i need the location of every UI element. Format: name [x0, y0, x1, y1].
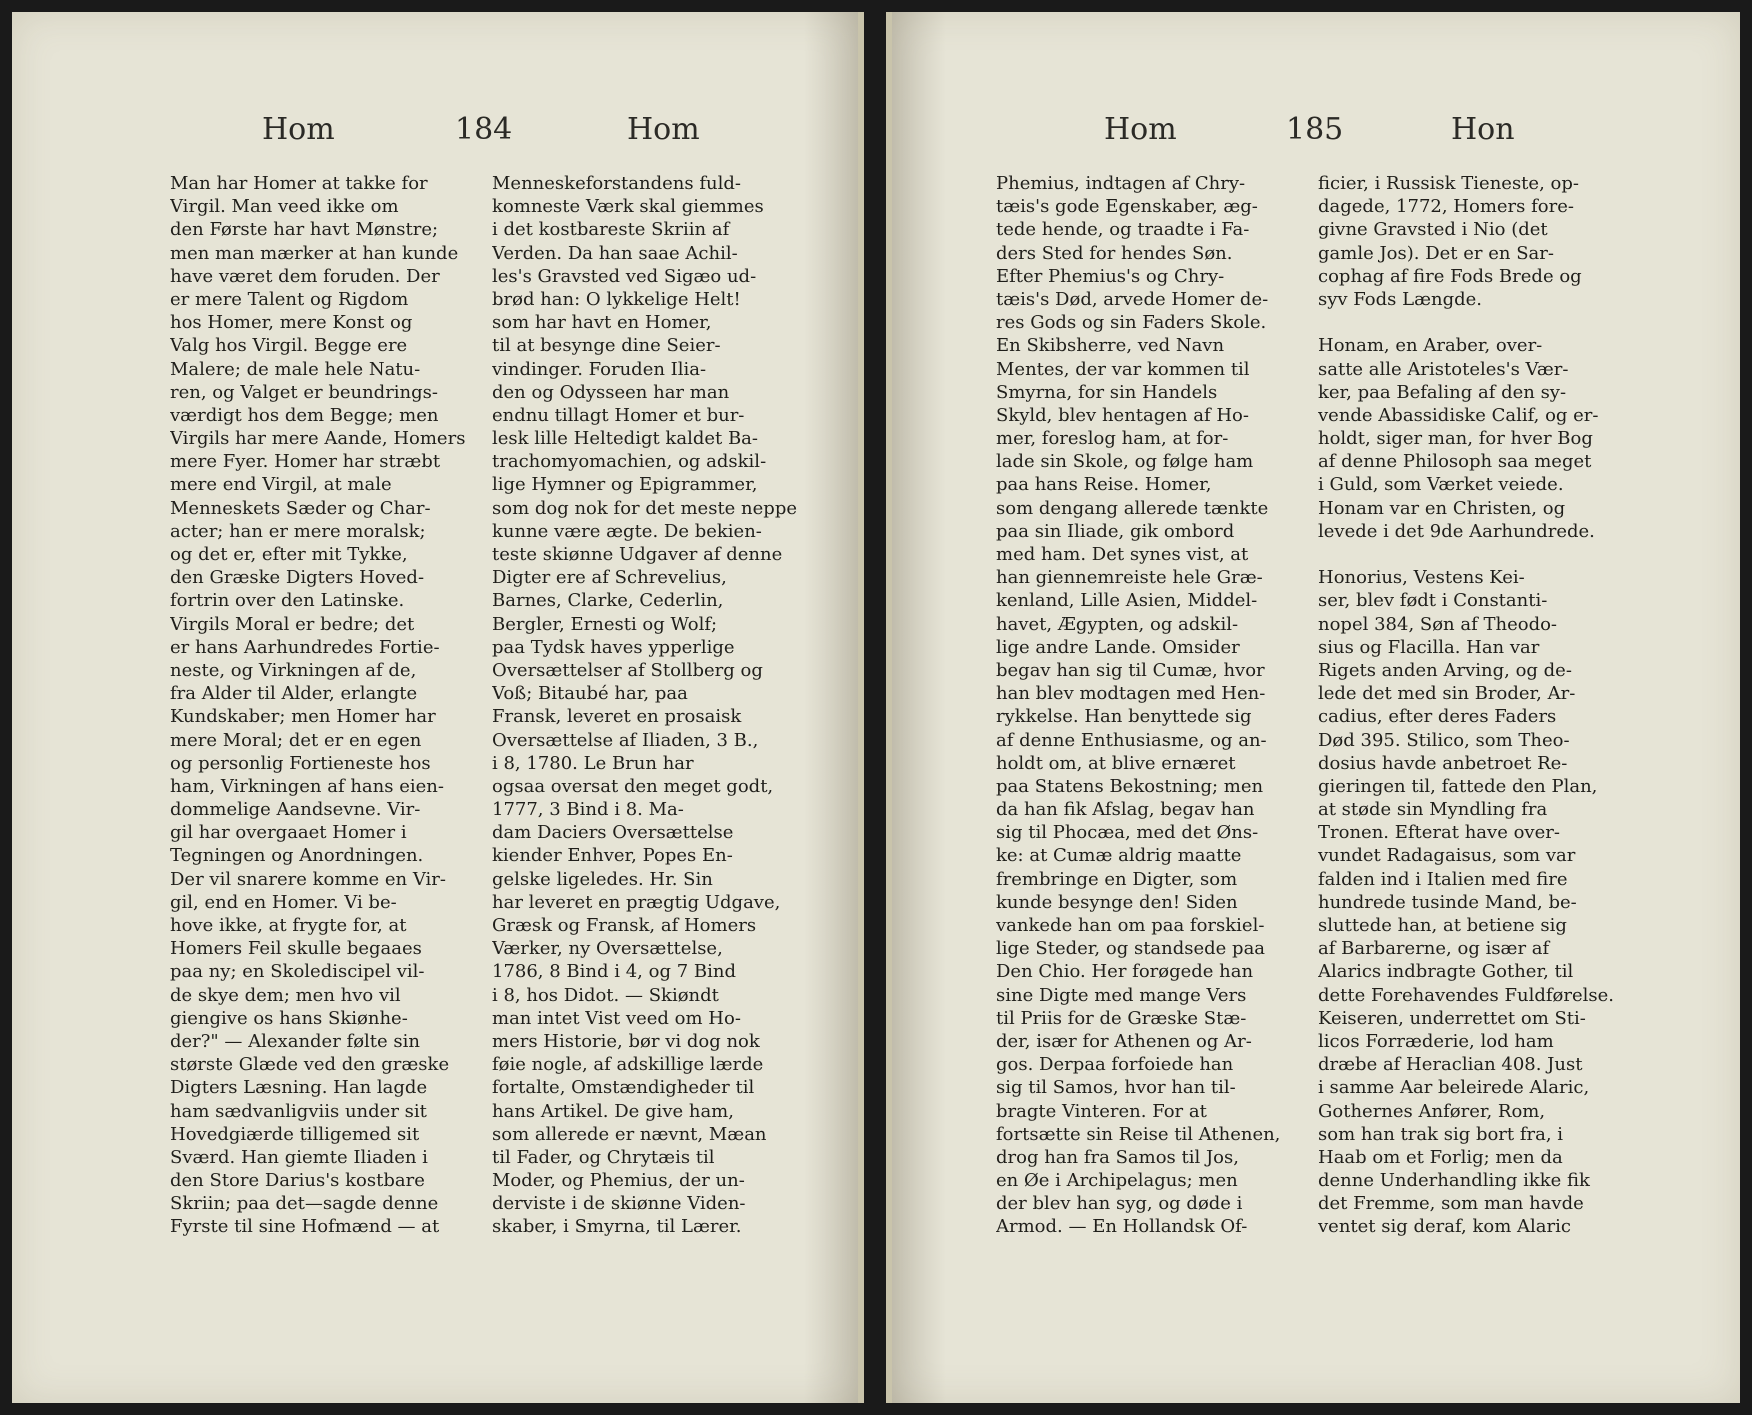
text-line: En Skibsherre, ved Navn [996, 335, 1225, 357]
text-line: Skyld, blev hentagen af Ho- [996, 404, 1249, 426]
text-line: Virgil. Man veed ikke om [170, 196, 399, 218]
text-line: vindinger. Foruden Ilia- [492, 358, 707, 380]
text-line: han blev modtagen med Hen- [996, 683, 1266, 705]
text-line: en Øe i Archipelagus; men [996, 1170, 1238, 1192]
left-page-column-1 [170, 172, 470, 1239]
text-line: satte alle Aristoteles's Vær- [1318, 358, 1569, 380]
text-line: føie nogle, af adskillige lærde [492, 1054, 764, 1076]
left-header-keyword-right: Hom [627, 112, 700, 147]
text-line: Honorius, Vestens Kei- [1318, 567, 1525, 589]
text-line: paa sin Iliade, gik ombord [996, 520, 1235, 542]
text-line: paa hans Reise. Homer, [996, 474, 1212, 496]
text-line: 1786, 8 Bind i 4, og 7 Bind [492, 961, 736, 983]
text-line: mer, foreslog ham, at for- [996, 428, 1229, 450]
text-line: sius og Flacilla. Han var [1318, 636, 1540, 658]
text-line: dam Daciers Oversættelse [492, 822, 734, 844]
text-line: sine Digte med mange Vers [996, 984, 1247, 1006]
text-line: cadius, efter deres Faders [1318, 706, 1557, 728]
text-line: kiender Enhver, Popes En- [492, 845, 733, 867]
text-line: kenland, Lille Asien, Middel- [996, 590, 1258, 612]
text-line: hove ikke, at frygte for, at [170, 915, 407, 936]
text-line: Kundskaber; men Homer har [170, 706, 436, 728]
text-line: Honam var en Christen, og [1318, 497, 1566, 519]
text-line: fortalte, Omstændigheder til [492, 1077, 755, 1099]
text-line: trachomyomachien, og adskil- [492, 451, 767, 473]
right-page-edge [886, 12, 892, 1403]
text-line: dette Forehavendes Fuldførelse. [1318, 984, 1614, 1006]
text-line: tede hende, og traadte i Fa- [996, 219, 1250, 241]
text-line: dommelige Aandsevne. Vir- [170, 799, 421, 821]
text-line: frembringe en Digter, som [996, 868, 1238, 890]
text-line: holdt om, at blive ernæret [996, 752, 1236, 774]
text-line: Honam, en Araber, over- [1318, 335, 1543, 357]
text-line: paa Tydsk haves ypperlige [492, 636, 735, 658]
text-line: til at besynge dine Seier- [492, 335, 721, 357]
right-gutter-shadow [886, 12, 946, 1403]
text-line: som allerede er nævnt, Mæan [492, 1123, 767, 1145]
text-line: res Gods og sin Faders Skole. [996, 312, 1267, 334]
text-line: men man mærker at han kunde [170, 242, 459, 264]
text-line: gelske ligeledes. Hr. Sin [492, 868, 713, 890]
text-line: og det er, efter mit Tykke, [170, 544, 408, 565]
text-line: havet, Ægypten, og adskil- [996, 613, 1239, 635]
text-line: sig til Samos, hvor han til- [996, 1077, 1236, 1099]
text-line: i det kostbareste Skriin af [492, 219, 730, 241]
text-line: han giennemreiste hele Græ- [996, 567, 1263, 589]
text-line: Homers Feil skulle begaaes [170, 938, 422, 960]
paragraph-gap [1318, 543, 1628, 566]
text-line: levede i det 9de Aarhundrede. [1318, 520, 1595, 542]
text-line: ke: at Cumæ aldrig maatte [996, 845, 1242, 867]
text-line: paa ny; en Skolediscipel vil- [170, 961, 425, 983]
text-line: giengive os hans Skiønhe- [170, 1007, 408, 1029]
text-line: i 8, 1780. Le Brun har [492, 752, 694, 774]
text-line: i 8, hos Didot. — Skiøndt [492, 984, 719, 1006]
text-line: tæis's gode Egenskaber, æg- [996, 196, 1258, 218]
text-line: hos Homer, mere Konst og [170, 312, 413, 334]
text-line: Smyrna, for sin Handels [996, 381, 1218, 403]
text-line: komneste Værk skal giemmes [492, 196, 764, 218]
text-line: vende Abassidiske Calif, og er- [1318, 404, 1599, 426]
text-line: af Barbarerne, og især af [1318, 938, 1550, 960]
text-line: tæis's Død, arvede Homer de- [996, 288, 1269, 310]
text-line: ser, blev født i Constanti- [1318, 590, 1548, 612]
text-line: af denne Enthusiasme, og an- [996, 729, 1267, 751]
text-line: Tegningen og Anordningen. [170, 845, 424, 867]
text-line: ventet sig deraf, kom Alaric [1318, 1216, 1571, 1238]
text-line: Hovedgiærde tilligemed sit [170, 1123, 420, 1145]
text-line: lige Steder, og standsede paa [996, 938, 1266, 960]
text-line: er hans Aarhundredes Fortie- [170, 636, 440, 658]
text-line: værdigt hos dem Begge; men [170, 404, 439, 426]
text-line: Værker, ny Oversættelse, [492, 938, 723, 960]
text-line: Verden. Da han saae Achil- [492, 242, 738, 264]
text-line: kunne være ægte. De bekien- [492, 520, 762, 542]
text-line: Oversættelse af Iliaden, 3 B., [492, 729, 759, 751]
text-line: Phemius, indtagen af Chry- [996, 173, 1246, 194]
text-line: Keiseren, underrettet om Sti- [1318, 1007, 1586, 1029]
text-line: Fyrste til sine Hofmænd — at [170, 1216, 440, 1238]
text-line: ham sædvanligviis under sit [170, 1100, 427, 1122]
text-line: i samme Aar beleirede Alaric, [1318, 1077, 1590, 1099]
text-line: neste, og Virkningen af de, [170, 659, 417, 681]
text-line: største Glæde ved den græske [170, 1054, 450, 1076]
text-line: mers Historie, bør vi dog nok [492, 1030, 760, 1052]
text-line: som har havt en Homer, [492, 312, 712, 334]
right-page [886, 12, 1740, 1403]
text-line: gos. Derpaa forfoiede han [996, 1054, 1234, 1076]
text-line: den Græske Digters Hoved- [170, 567, 425, 589]
text-line: have været dem foruden. Der [170, 265, 440, 287]
text-line: Virgils Moral er bedre; det [170, 613, 415, 635]
text-line: da han fik Afslag, begav han [996, 799, 1255, 821]
text-line: rykkelse. Han benyttede sig [996, 706, 1252, 728]
text-line: cophag af fire Fods Brede og [1318, 265, 1582, 287]
text-line: givne Gravsted i Nio (det [1318, 219, 1548, 241]
text-line: Tronen. Efterat have over- [1318, 822, 1560, 844]
right-header-keyword-right: Hon [1451, 112, 1515, 147]
text-line: derviste i de skiønne Viden- [492, 1193, 746, 1215]
text-line: fra Alder til Alder, erlangte [170, 683, 418, 705]
text-line: dosius havde anbetroet Re- [1318, 752, 1568, 774]
text-line: Malere; de male hele Natu- [170, 358, 421, 380]
text-line: lesk lille Heltedigt kaldet Ba- [492, 428, 758, 450]
text-line: ficier, i Russisk Tieneste, op- [1318, 173, 1579, 194]
text-line: drog han fra Samos til Jos, [996, 1146, 1239, 1168]
text-line: af denne Philosoph saa meget [1318, 451, 1592, 473]
text-line: lade sin Skole, og følge ham [996, 451, 1254, 473]
text-line: nopel 384, Søn af Theodo- [1318, 613, 1558, 635]
text-line: Voß; Bitaubé har, paa [492, 683, 688, 705]
text-line: den og Odysseen har man [492, 381, 730, 403]
paragraph-gap [1318, 311, 1628, 334]
text-line: der, især for Athenen og Ar- [996, 1030, 1252, 1052]
text-line: skaber, i Smyrna, til Lærer. [492, 1216, 742, 1238]
right-page-column-2 [1318, 172, 1628, 1239]
text-line: og personlig Fortieneste hos [170, 752, 431, 774]
text-line: lige andre Lande. Omsider [996, 636, 1240, 658]
text-line: ren, og Valget er beundrings- [170, 381, 438, 403]
text-line: Der vil snarere komme en Vir- [170, 868, 446, 890]
text-line: Skriin; paa det—sagde denne [170, 1193, 439, 1215]
text-line: sig til Phocæa, med det Øns- [996, 822, 1259, 844]
text-line: dagede, 1772, Homers fore- [1318, 196, 1574, 218]
text-line: gil har overgaaet Homer i [170, 822, 407, 844]
left-page-number: 184 [455, 112, 513, 147]
text-line: mere Fyer. Homer har stræbt [170, 451, 441, 473]
text-line: hundrede tusinde Mand, be- [1318, 891, 1577, 913]
text-line: Digter ere af Schrevelius, [492, 567, 727, 589]
text-line: Haab om et Forlig; men da [1318, 1146, 1563, 1168]
text-line: Alarics indbragte Gother, til [1318, 961, 1574, 983]
text-line: mere end Virgil, at male [170, 474, 392, 496]
text-line: falden ind i Italien med fire [1318, 868, 1568, 890]
text-line: Mentes, der var kommen til [996, 358, 1250, 380]
text-line: gil, end en Homer. Vi be- [170, 891, 397, 913]
text-line: mere Moral; det er en egen [170, 729, 422, 751]
text-line: begav han sig til Cumæ, hvor [996, 659, 1265, 681]
text-line: som han trak sig bort fra, i [1318, 1123, 1564, 1145]
text-line: licos Forræderie, lod ham [1318, 1030, 1554, 1052]
text-line: til Fader, og Chrytæis til [492, 1146, 715, 1168]
text-line: 1777, 3 Bind i 8. Ma- [492, 799, 684, 821]
text-line: i Guld, som Værket veiede. [1318, 474, 1564, 496]
text-line: ham, Virkningen af hans eien- [170, 775, 444, 797]
text-line: Valg hos Virgil. Begge ere [170, 335, 408, 357]
text-line: Digters Læsning. Han lagde [170, 1077, 428, 1099]
text-line: les's Gravsted ved Sigæo ud- [492, 265, 757, 287]
text-line: vankede han om paa forskiel- [996, 915, 1265, 936]
text-line: fortsætte sin Reise til Athenen, [996, 1123, 1281, 1145]
left-page-column-2 [492, 172, 802, 1239]
text-line: teste skiønne Udgaver af denne [492, 544, 783, 565]
left-page [12, 12, 864, 1403]
text-line: den Første har havt Mønstre; [170, 219, 439, 241]
text-line: lige Hymner og Epigrammer, [492, 474, 758, 496]
text-line: kunde besynge den! Siden [996, 891, 1238, 913]
text-line: paa Statens Bekostning; men [996, 775, 1264, 797]
text-line: Fransk, leveret en prosaisk [492, 706, 742, 728]
text-line: Sværd. Han giemte Iliaden i [170, 1146, 428, 1168]
text-line: Menneskets Sæder og Char- [170, 497, 431, 519]
text-line: Menneskeforstandens fuld- [492, 173, 741, 194]
text-line: Armod. — En Hollandsk Of- [996, 1216, 1248, 1238]
text-line: gamle Jos). Det er en Sar- [1318, 242, 1554, 264]
text-line: ders Sted for hendes Søn. [996, 242, 1233, 264]
text-line: som dog nok for det meste neppe [492, 497, 797, 519]
left-page-edge [858, 12, 864, 1403]
text-line: denne Underhandling ikke fik [1318, 1170, 1590, 1192]
text-line: er mere Talent og Rigdom [170, 288, 409, 310]
right-page-number: 185 [1286, 112, 1344, 147]
text-line: sluttede han, at betiene sig [1318, 915, 1567, 936]
text-line: man intet Vist veed om Ho- [492, 1007, 741, 1029]
text-line: de skye dem; men hvo vil [170, 984, 401, 1006]
right-page-column-1 [996, 172, 1296, 1239]
text-line: Efter Phemius's og Chry- [996, 265, 1225, 287]
text-line: gieringen til, fattede den Plan, [1318, 775, 1598, 797]
text-line: Gothernes Anfører, Rom, [1318, 1100, 1546, 1122]
text-line: holdt, siger man, for hver Bog [1318, 428, 1593, 450]
left-header-keyword-left: Hom [262, 112, 335, 147]
text-line: der blev han syg, og døde i [996, 1193, 1243, 1215]
text-line: Bergler, Ernesti og Wolf; [492, 613, 718, 635]
text-line: fortrin over den Latinske. [170, 590, 405, 612]
text-line: endnu tillagt Homer et bur- [492, 404, 745, 426]
text-line: Moder, og Phemius, der un- [492, 1170, 745, 1192]
text-line: Den Chio. Her forøgede han [996, 961, 1254, 983]
text-line: Oversættelser af Stollberg og [492, 659, 763, 681]
text-line: acter; han er mere moralsk; [170, 520, 426, 542]
text-line: lede det med sin Broder, Ar- [1318, 683, 1576, 705]
text-line: vundet Radagaisus, som var [1318, 845, 1576, 867]
left-gutter-shadow [804, 12, 864, 1403]
text-line: der?" — Alexander følte sin [170, 1030, 420, 1052]
text-line: til Priis for de Græske Stæ- [996, 1007, 1247, 1029]
text-line: har leveret en prægtig Udgave, [492, 891, 781, 913]
right-header-keyword-left: Hom [1104, 112, 1177, 147]
text-line: at støde sin Myndling fra [1318, 799, 1548, 821]
text-line: Død 395. Stilico, som Theo- [1318, 729, 1570, 751]
text-line: Barnes, Clarke, Cederlin, [492, 590, 724, 612]
text-line: med ham. Det synes vist, at [996, 544, 1249, 565]
text-line: bragte Vinteren. For at [996, 1100, 1207, 1122]
text-line: Rigets anden Arving, og de- [1318, 659, 1572, 681]
text-line: ogsaa oversat den meget godt, [492, 775, 774, 797]
text-line: Græsk og Fransk, af Homers [492, 915, 757, 936]
text-line: dræbe af Heraclian 408. Just [1318, 1054, 1583, 1076]
text-line: syv Fods Længde. [1318, 288, 1483, 310]
text-line: som dengang allerede tænkte [996, 497, 1269, 519]
text-line: ker, paa Befaling af den sy- [1318, 381, 1567, 403]
text-line: den Store Darius's kostbare [170, 1170, 425, 1192]
text-line: Man har Homer at takke for [170, 173, 428, 194]
text-line: hans Artikel. De give ham, [492, 1100, 734, 1122]
text-line: Virgils har mere Aande, Homers [170, 428, 466, 450]
text-line: det Fremme, som man havde [1318, 1193, 1584, 1215]
text-line: brød han: O lykkelige Helt! [492, 288, 741, 310]
